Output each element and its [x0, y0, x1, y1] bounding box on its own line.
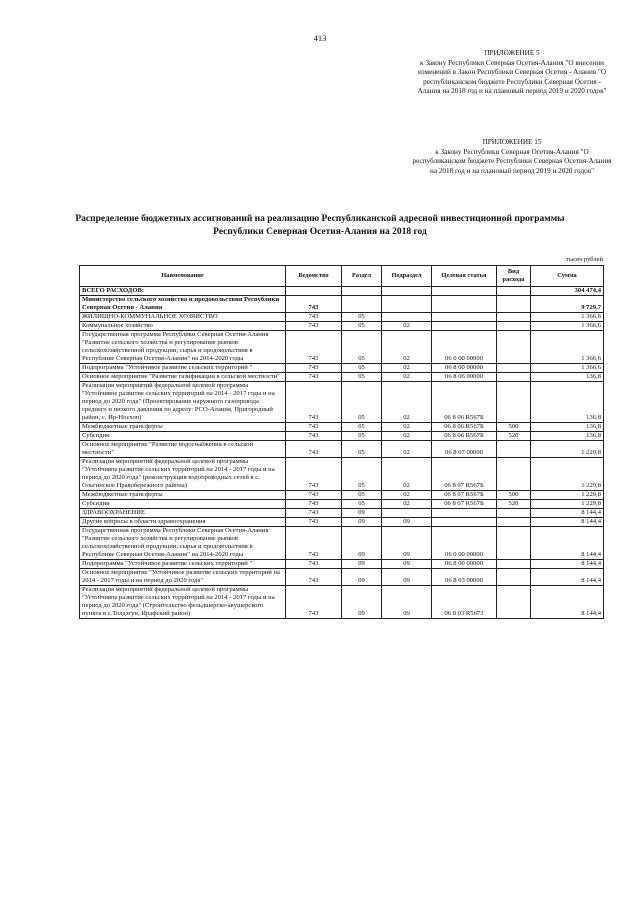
- table-row: [80, 364, 604, 373]
- table-row: [80, 527, 604, 560]
- cell-target: 06 0 00 00000: [432, 331, 497, 364]
- cell-sec: 05: [342, 432, 382, 441]
- cell-name: Реализация мероприятий федеральной целевой программы "Устойчивое развитие сельских территорий на 2014 - 2017 годы и на период до 2020 года" (реконструкция водопроводных сетей в с. Ольгинское Правобережного района): [80, 458, 286, 491]
- table-row: [80, 331, 604, 364]
- cell-name: Коммунальное хозяйство: [80, 322, 286, 331]
- cell-dept: 743: [286, 491, 342, 500]
- cell-target: 06 8 07 00000: [432, 441, 497, 458]
- cell-sum: 1 229,8: [531, 500, 604, 509]
- cell-sec: 09: [342, 518, 382, 527]
- cell-sub: [382, 313, 432, 322]
- cell-name: Субсидии: [80, 500, 286, 509]
- cell-sec: 09: [342, 560, 382, 569]
- table-row: [80, 500, 604, 509]
- cell-target: 06 8 07 R567Б: [432, 491, 497, 500]
- annex-5-text: к Закону Республики Северная Осетия-Алания "О внесении изменений в Закон Республики Северная Осетия - Алания "О республиканском бюджете Республики Северная Осетия - Алания на 2018 год и на плановый период 2019 и 2020 годов": [417, 58, 607, 96]
- table-row: [80, 322, 604, 331]
- cell-sum: 1 229,8: [531, 441, 604, 458]
- cell-sub: 02: [382, 500, 432, 509]
- cell-type: [497, 441, 531, 458]
- cell-dept: 743: [286, 441, 342, 458]
- cell-sec: 05: [342, 441, 382, 458]
- cell-target: 06 8 07 R567Б: [432, 500, 497, 509]
- cell-dept: [286, 287, 342, 296]
- header-name: Наименование: [80, 266, 286, 287]
- document-title: Распределение бюджетных ассигнований на реализацию Республиканской адресной инвестиционной программы Республики Северная Осетия-Алания на 2018 год: [75, 214, 565, 237]
- cell-sub: 02: [382, 432, 432, 441]
- cell-type: [497, 373, 531, 382]
- cell-dept: 743: [286, 313, 342, 322]
- cell-sec: 05: [342, 331, 382, 364]
- cell-sec: 05: [342, 364, 382, 373]
- cell-sec: [342, 287, 382, 296]
- header-sum: Сумма: [531, 266, 604, 287]
- table-row: [80, 432, 604, 441]
- cell-name: Реализация мероприятий федеральной целевой программы "Устойчивое развитие сельских территорий на 2014 - 2017 годы и на период до 2020 года" (Проектирование наружного газопровода среднего и низкого давления по адресу: РСО-Алания, Пригородный район, с. Ир-Носхоп): [80, 382, 286, 423]
- header-exp-type: Вид расхода: [497, 266, 531, 287]
- table-row: [80, 569, 604, 586]
- cell-sum: 8 144,4: [531, 509, 604, 518]
- cell-dept: 743: [286, 518, 342, 527]
- cell-sub: 02: [382, 322, 432, 331]
- cell-name: Реализация мероприятий федеральной целевой программы "Устойчивое развитие сельских территорий на 2014 - 2017 годы и на период до 2020 года" (Строительство фельдшерско-акушерского пункта в с.Толдзгун, Ирафский район): [80, 586, 286, 619]
- cell-sub: 02: [382, 458, 432, 491]
- cell-target: [432, 518, 497, 527]
- cell-sum: 136,8: [531, 423, 604, 432]
- header-subsection: Подраздел: [382, 266, 432, 287]
- cell-name: Подпрограмма "Устойчивое развитие сельских территорий ": [80, 364, 286, 373]
- cell-sec: 05: [342, 382, 382, 423]
- cell-name: ВСЕГО РАСХОДОВ:: [80, 287, 286, 296]
- cell-sec: [342, 296, 382, 313]
- cell-sec: 05: [342, 423, 382, 432]
- cell-sum: 8 144,4: [531, 527, 604, 560]
- cell-type: [497, 322, 531, 331]
- cell-sum: 8 144,4: [531, 560, 604, 569]
- cell-sum: 136,8: [531, 373, 604, 382]
- cell-sum: 1 366,6: [531, 364, 604, 373]
- cell-sec: 05: [342, 458, 382, 491]
- cell-type: [497, 364, 531, 373]
- table-row: [80, 296, 604, 313]
- cell-dept: 743: [286, 322, 342, 331]
- cell-dept: 743: [286, 296, 342, 313]
- cell-sub: [382, 287, 432, 296]
- cell-target: [432, 322, 497, 331]
- table-row: [80, 491, 604, 500]
- cell-sec: 05: [342, 322, 382, 331]
- cell-sec: 05: [342, 491, 382, 500]
- cell-target: 06 8 03 00000: [432, 569, 497, 586]
- cell-dept: 743: [286, 560, 342, 569]
- header-dept: Ведомство: [286, 266, 342, 287]
- cell-sum: 8 144,4: [531, 518, 604, 527]
- cell-sec: 05: [342, 313, 382, 322]
- cell-name: Межбюджетные трансферты: [80, 491, 286, 500]
- cell-sum: 1 229,8: [531, 491, 604, 500]
- table-row: [80, 518, 604, 527]
- cell-name: ЖИЛИЩНО-КОММУНАЛЬНОЕ ХОЗЯЙСТВО: [80, 313, 286, 322]
- cell-sub: 02: [382, 423, 432, 432]
- cell-name: Государственная программа Республики Северная Осетия-Алания "Развитие сельского хозяйства и регулирование рынков сельскохозяйственной продукции, сырья и продовольствия в Республике Северная Осетия-Алания" на 2014-2020 годы: [80, 527, 286, 560]
- cell-target: 06 8 00 00000: [432, 560, 497, 569]
- cell-target: 06 8 03 R5673: [432, 586, 497, 619]
- table-row: [80, 382, 604, 423]
- cell-sum: 1 366,6: [531, 322, 604, 331]
- annex-15-heading: ПРИЛОЖЕНИЕ 15: [482, 138, 542, 146]
- cell-target: 06 8 06 00000: [432, 373, 497, 382]
- cell-sub: 09: [382, 527, 432, 560]
- header-section: Раздел: [342, 266, 382, 287]
- cell-type: [497, 296, 531, 313]
- table-row: [80, 373, 604, 382]
- cell-type: [497, 509, 531, 518]
- cell-sub: 09: [382, 560, 432, 569]
- annex-15-block: [412, 138, 612, 176]
- table-row: [80, 313, 604, 322]
- cell-type: [497, 586, 531, 619]
- cell-target: [432, 296, 497, 313]
- cell-target: 06 8 07 R567Б: [432, 458, 497, 491]
- cell-sum: 1 366,6: [531, 313, 604, 322]
- cell-name: ЗДРАВООХРАНЕНИЕ: [80, 509, 286, 518]
- header-target: Целевая статья: [432, 266, 497, 287]
- cell-type: [497, 527, 531, 560]
- cell-name: Министерство сельского хозяйства и продовольствия Республики Северная Осетия - Алания: [80, 296, 286, 313]
- cell-type: 520: [497, 432, 531, 441]
- cell-sum: 1 229,8: [531, 458, 604, 491]
- cell-name: Субсидии: [80, 432, 286, 441]
- cell-sub: 02: [382, 364, 432, 373]
- budget-table: [79, 265, 604, 619]
- cell-dept: 743: [286, 373, 342, 382]
- cell-sec: 09: [342, 586, 382, 619]
- cell-sum: 136,8: [531, 432, 604, 441]
- cell-sub: 02: [382, 441, 432, 458]
- cell-dept: 743: [286, 458, 342, 491]
- cell-target: 06 8 06 R567Б: [432, 382, 497, 423]
- cell-dept: 743: [286, 509, 342, 518]
- cell-type: [497, 518, 531, 527]
- cell-sum: 136,8: [531, 382, 604, 423]
- table-row: [80, 423, 604, 432]
- cell-type: 500: [497, 491, 531, 500]
- cell-dept: 743: [286, 569, 342, 586]
- cell-sub: [382, 509, 432, 518]
- annex-15-text: к Закону Республики Северная Осетия-Алания "О республиканском бюджете Республики Северная Осетия-Алания на 2018 год и на плановый период 2019 и 2020 годов": [412, 147, 612, 175]
- cell-type: [497, 458, 531, 491]
- cell-sec: 09: [342, 569, 382, 586]
- cell-name: Основное мероприятие "Устойчивое развитие сельских территорий на 2014 - 2017 годы и на период до 2020 года": [80, 569, 286, 586]
- cell-type: [497, 382, 531, 423]
- cell-sec: 09: [342, 527, 382, 560]
- units-label: тысяч рублей: [565, 256, 603, 263]
- cell-dept: 743: [286, 331, 342, 364]
- table-row: [80, 441, 604, 458]
- cell-sum: 8 144,4: [531, 586, 604, 619]
- cell-target: 06 8 00 00000: [432, 364, 497, 373]
- table-row: [80, 287, 604, 296]
- cell-name: Подпрограмма "Устойчивое развитие сельских территорий ": [80, 560, 286, 569]
- cell-sub: 09: [382, 569, 432, 586]
- annex-5-block: [412, 49, 612, 97]
- page-number: 413: [313, 33, 327, 43]
- table-row: [80, 458, 604, 491]
- cell-target: 06 8 06 R567Б: [432, 423, 497, 432]
- cell-type: [497, 287, 531, 296]
- cell-target: 06 8 06 R567Б: [432, 432, 497, 441]
- cell-type: 520: [497, 500, 531, 509]
- cell-sec: 05: [342, 373, 382, 382]
- cell-type: [497, 569, 531, 586]
- cell-target: 06 0 00 00000: [432, 527, 497, 560]
- cell-target: [432, 509, 497, 518]
- annex-5-heading: ПРИЛОЖЕНИЕ 5: [484, 49, 540, 57]
- cell-sub: 02: [382, 491, 432, 500]
- cell-dept: 743: [286, 527, 342, 560]
- cell-sub: 09: [382, 586, 432, 619]
- cell-name: Другие вопросы в области здравоохранения: [80, 518, 286, 527]
- cell-sec: 09: [342, 509, 382, 518]
- cell-name: Основное мероприятие "Развитие водоснабжения в сельской местности": [80, 441, 286, 458]
- cell-sub: 02: [382, 331, 432, 364]
- table-row: [80, 560, 604, 569]
- cell-dept: 743: [286, 364, 342, 373]
- cell-sum: 9 729,7: [531, 296, 604, 313]
- table-row: [80, 586, 604, 619]
- table-row: [80, 509, 604, 518]
- cell-name: Основное мероприятие "Развитие газификации в сельской местности": [80, 373, 286, 382]
- cell-dept: 743: [286, 432, 342, 441]
- cell-type: [497, 331, 531, 364]
- cell-sub: [382, 296, 432, 313]
- cell-sub: 09: [382, 518, 432, 527]
- table-header-row: [80, 266, 604, 287]
- cell-dept: 743: [286, 586, 342, 619]
- cell-type: [497, 313, 531, 322]
- cell-sub: 02: [382, 373, 432, 382]
- cell-sum: 8 144,4: [531, 569, 604, 586]
- cell-dept: 743: [286, 423, 342, 432]
- cell-name: Межбюджетные трансферты: [80, 423, 286, 432]
- cell-sum: 304 474,4: [531, 287, 604, 296]
- cell-sum: 1 366,6: [531, 331, 604, 364]
- cell-dept: 743: [286, 500, 342, 509]
- cell-name: Государственная программа Республики Северная Осетия-Алания "Развитие сельского хозяйства и регулирование рынков сельскохозяйственной продукции, сырья и продовольствия в Республике Северная Осетия-Алания" на 2014-2020 годы: [80, 331, 286, 364]
- cell-dept: 743: [286, 382, 342, 423]
- cell-type: 500: [497, 423, 531, 432]
- cell-target: [432, 287, 497, 296]
- cell-target: [432, 313, 497, 322]
- cell-type: [497, 560, 531, 569]
- cell-sec: 05: [342, 500, 382, 509]
- cell-sub: 02: [382, 382, 432, 423]
